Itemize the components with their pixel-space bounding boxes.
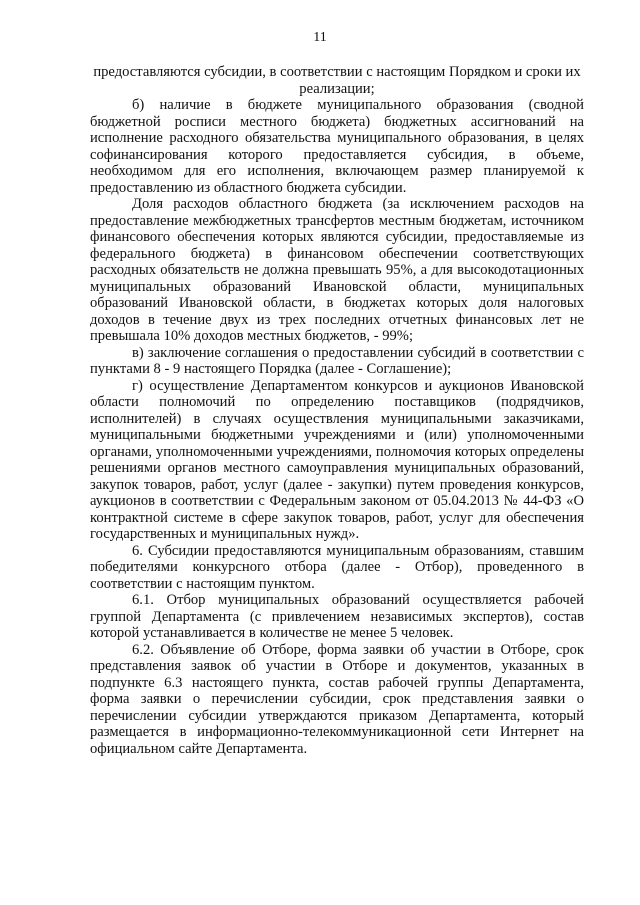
paragraph-item-b: б) наличие в бюджете муниципального образования (сводной бюджетной росписи местного бюджета) бюджетных ассигнований на исполнение расходного обязательства муниципального образования, в целях софинансирования которого предоставляется субсидия, в объеме, необходимом для его исполнения, включающем размер планируемой к предоставлению из областного бюджета субсидии. bbox=[90, 97, 584, 196]
paragraph-item-g: г) осуществление Департаментом конкурсов и аукционов Ивановской области полномочий по определению поставщиков (подрядчиков, исполнителей) в случаях осуществления муниципальными заказчиками, муниципальными бюджетными учреждениями и (или) уполномоченными органами, уполномоченными учреждениями, полномочия которых определены решениями органов местного самоуправления муниципальных образований, закупок товаров, работ, услуг (далее - закупки) путем проведения конкурсов, аукционов в соответствии с Федеральным законом от 05.04.2013 № 44-ФЗ «О контрактной системе в сфере закупок товаров, работ, услуг для обеспечения государственных и муниципальных нужд». bbox=[90, 377, 584, 542]
page-number: 11 bbox=[313, 30, 327, 45]
paragraph-clause-6: 6. Субсидии предоставляются муниципальным образованиям, ставшим победителями конкурсного отбора (далее - Отбор), проведенного в соответствии с настоящим пунктом. bbox=[90, 542, 584, 592]
paragraph-item-v: в) заключение соглашения о предоставлении субсидий в соответствии с пунктами 8 - 9 настоящего Порядка (далее - Соглашение); bbox=[90, 344, 584, 377]
paragraph-clause-6-1: 6.1. Отбор муниципальных образований осуществляется рабочей группой Департамента (с привлечением независимых экспертов), состав которой устанавливается в количестве не менее 5 человек. bbox=[90, 592, 584, 641]
paragraph-budget-share: Доля расходов областного бюджета (за исключением расходов на предоставление межбюджетных трансфертов местным бюджетам, источником финансового обеспечения которых являются субсидии, предоставляемые из федерального бюджета) в финансовом обеспечении соответствующих расходных обязательств не должна превышать 95%, а для высокодотационных муниципальных образований Ивановской области, муниципальных образований Ивановской области, в бюджетах которых доля налоговых доходов в течение двух из трех последних отчетных финансовых лет не превышала 10% доходов местных бюджетов, - 99%; bbox=[90, 196, 584, 344]
document-body bbox=[90, 64, 584, 757]
paragraph-continuation: предоставляются субсидии, в соответствии с настоящим Порядком и сроки их реализации; bbox=[93, 64, 581, 97]
paragraph-clause-6-2: 6.2. Объявление об Отборе, форма заявки об участии в Отборе, срок представления заявок об участии в Отборе и документов, указанных в подпункте 6.3 настоящего пункта, состав рабочей группы Департамента, форма заявки о перечислении субсидии, срок представления заявки о перечислении субсидии утверждаются приказом Департамента, который размещается в информационно-телекоммуникационной сети Интернет на официальном сайте Департамента. bbox=[90, 641, 584, 757]
